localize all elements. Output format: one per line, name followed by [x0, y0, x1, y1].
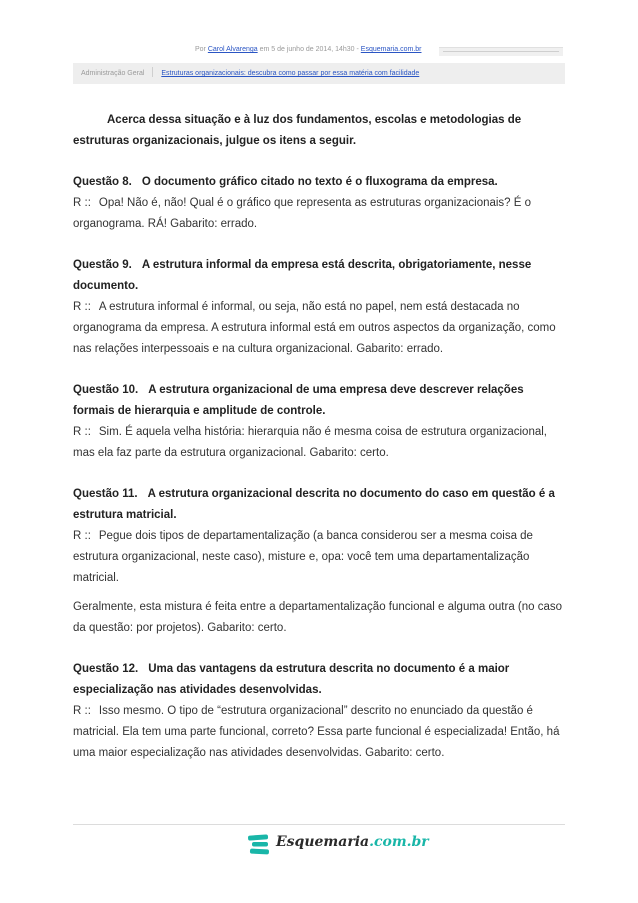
answer-label: R ::	[73, 530, 91, 542]
question-8-title	[73, 172, 566, 193]
article-body	[73, 110, 566, 764]
breadcrumb	[73, 63, 565, 84]
logo-mark-icon	[246, 832, 272, 856]
question-12-answer	[73, 701, 566, 764]
question-11-answer	[73, 526, 566, 589]
answer-label: R ::	[73, 705, 91, 717]
question-12-title	[73, 659, 566, 701]
meta-divider	[439, 47, 563, 56]
question-9-answer	[73, 297, 566, 360]
question-number: Questão 8.	[73, 176, 132, 188]
question-number: Questão 9.	[73, 259, 132, 271]
question-11-extra: Geralmente, esta mistura é feita entre a departamentalização funcional e alguma outra (no caso da questão: por projetos). Gabarito: certo.	[73, 601, 563, 634]
answer-text: Sim. É aquela velha história: hierarquia não é mesma coisa de estrutura organizacional, mas ela faz parte da estrutura organizacional. Gabarito: certo.	[73, 426, 547, 459]
question-8-answer	[73, 193, 566, 235]
answer-label: R ::	[73, 197, 91, 209]
answer-label: R ::	[73, 426, 91, 438]
question-9-title	[73, 255, 566, 297]
footer-divider	[73, 824, 565, 825]
meta-date: em 5 de junho de 2014, 14h30 -	[257, 46, 361, 53]
answer-label: R ::	[73, 301, 91, 313]
logo-name: Esquemaria	[276, 834, 370, 850]
question-number: Questão 10.	[73, 384, 139, 396]
question-11-title	[73, 484, 566, 526]
question-text: A estrutura organizacional de uma empresa deve descrever relações formais de hierarquia e amplitude de controle.	[73, 384, 524, 417]
question-number: Questão 12.	[73, 663, 139, 675]
breadcrumb-separator	[152, 67, 153, 77]
esquemaria-logo	[246, 830, 429, 858]
question-10-answer	[73, 422, 566, 464]
site-link[interactable]: Esquemaria.com.br	[360, 46, 422, 53]
logo-text	[276, 834, 429, 850]
breadcrumb-home[interactable]: Administração Geral	[81, 70, 145, 77]
answer-text: Pegue dois tipos de departamentalização (a banca considerou ser a mesma coisa de estrutura organizacional, neste caso), misture e, opa: você tem uma departamentalização matricial.	[73, 530, 533, 584]
answer-text: Opa! Não é, não! Qual é o gráfico que representa as estruturas organizacionais? É o organograma. RÁ! Gabarito: errado.	[73, 197, 532, 230]
question-text: Uma das vantagens da estrutura descrita no documento é a maior especialização nas atividades desenvolvidas.	[73, 663, 510, 696]
question-10-title	[73, 380, 566, 422]
author-link[interactable]: Carol Alvarenga	[207, 46, 258, 53]
meta-prefix: Por	[195, 46, 208, 53]
answer-text: Isso mesmo. O tipo de “estrutura organizacional” descrito no enunciado da questão é matricial. Ela tem uma parte funcional, correto? Essa parte funcional é especializada! Então, há uma maior especialização nas atividades desenvolvidas. Gabarito: certo.	[73, 705, 560, 759]
breadcrumb-article-link[interactable]: Estruturas organizacionais: descubra como passar por essa matéria com facilidade	[161, 70, 420, 77]
logo-domain: .com.br	[369, 834, 429, 850]
post-meta	[195, 46, 565, 60]
intro-paragraph: Acerca dessa situação e à luz dos fundamentos, escolas e metodologias de estruturas organizacionais, julgue os itens a seguir.	[73, 114, 522, 147]
question-text: A estrutura informal da empresa está descrita, obrigatoriamente, nesse documento.	[73, 259, 532, 292]
question-text: O documento gráfico citado no texto é o fluxograma da empresa.	[141, 176, 498, 188]
question-text: A estrutura organizacional descrita no documento do caso em questão é a estrutura matricial.	[73, 488, 555, 521]
question-number: Questão 11.	[73, 488, 138, 500]
answer-text: A estrutura informal é informal, ou seja, não está no papel, nem está destacada no organograma da empresa. A estrutura informal está em outros aspectos da organização, como nas relações interpessoais e na cultura organizacional. Gabarito: errado.	[73, 301, 556, 355]
